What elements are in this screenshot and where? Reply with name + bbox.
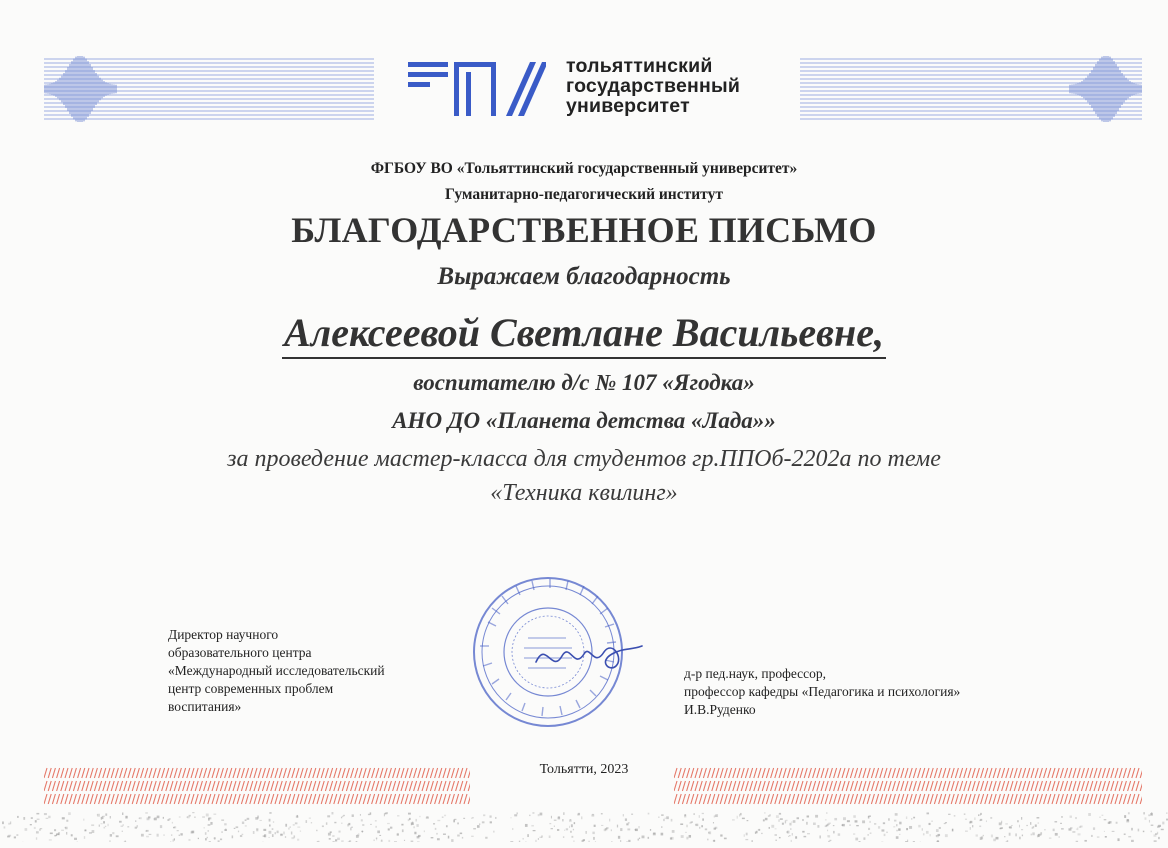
signatory-right-line: д-р пед.наук, профессор, (684, 666, 827, 681)
header-band-left (44, 56, 374, 122)
university-logo (406, 56, 786, 124)
footer-hatch-right (674, 767, 1142, 807)
signatory-left-line: «Международный исследовательский (168, 663, 385, 678)
scan-noise-strip (0, 812, 1168, 842)
red-hatch-pattern-icon (674, 767, 1142, 807)
logo-wordmark (566, 56, 740, 116)
document-title: БЛАГОДАРСТВЕННОЕ ПИСЬМО (291, 210, 877, 250)
logo-line: университет (566, 95, 690, 117)
thanks-line: Выражаем благодарность (437, 263, 731, 290)
issuer-organization: ФГБОУ ВО «Тольяттинский государственный университет» (370, 160, 798, 177)
handwritten-signature-icon (536, 646, 642, 668)
university-seal-icon (466, 570, 646, 730)
recipient-block (0, 310, 1168, 359)
header-band-right (800, 56, 1142, 122)
logo-line: тольяттинский (566, 55, 713, 77)
signatory-right (684, 665, 960, 719)
wave-pattern-left-icon (44, 56, 374, 122)
city-year: Тольятти, 2023 (539, 762, 629, 777)
issuer-institute: Гуманитарно-педагогический институт (445, 186, 723, 203)
tgu-logo-icon (406, 58, 546, 120)
recipient-position: воспитателю д/с № 107 «Ягодка» (413, 370, 755, 395)
signatory-left-line: образовательного центра (168, 645, 312, 660)
signatory-right-line: профессор кафедры «Педагогика и психология» (684, 684, 961, 699)
recipient-organization: АНО ДО «Планета детства «Лада»» (392, 408, 776, 433)
signatory-left (168, 626, 385, 716)
signatory-left-line: воспитания» (168, 699, 242, 714)
masterclass-topic: «Техника квилинг» (490, 480, 678, 506)
signatory-left-line: Директор научного (168, 627, 279, 642)
signatory-right-line: И.В.Руденко (684, 702, 756, 717)
logo-line: государственный (566, 75, 741, 97)
award-reason: за проведение мастер-класса для студентов гр.ППОб-2202а по теме (227, 446, 941, 472)
wave-pattern-right-icon (800, 56, 1142, 122)
signatory-left-line: центр современных проблем (168, 681, 334, 696)
recipient-name: Алексеевой Светлане Васильевне, (282, 310, 886, 359)
